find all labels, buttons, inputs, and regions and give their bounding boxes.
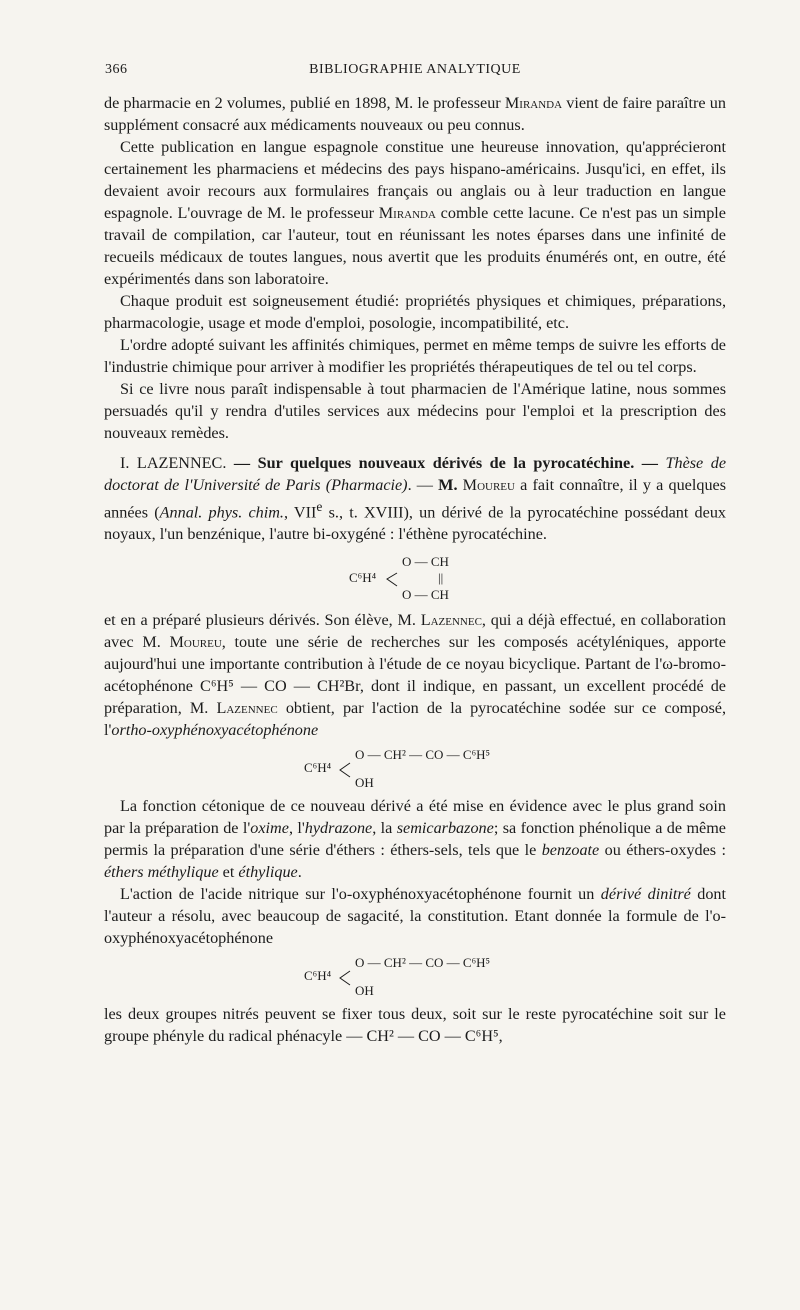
author-name: Moureu	[169, 633, 222, 652]
formula-brace	[340, 763, 350, 777]
author-name: Lazennec	[216, 699, 278, 718]
journal-ref: Annal. phys. chim.	[159, 503, 284, 522]
formula-left: C⁶H⁴	[304, 968, 332, 984]
formula-bond: ||	[438, 570, 444, 586]
entry-title: — Sur quelques nouveaux dérivés de la pyrocatéchine. —	[226, 454, 658, 472]
paragraph-5: Si ce livre nous paraît indispensable à tout pharmacien de l'Amérique latine, nous sommes persuadés qu'il y rendra d'utiles services aux médecins pour l'emploi et la prescription des nouveaux remèdes.	[104, 380, 726, 442]
formula-bottom: OH	[355, 983, 374, 999]
running-title: BIBLIOGRAPHIE ANALYTIQUE	[309, 62, 521, 77]
author-name: Lazennec	[420, 611, 482, 630]
paragraph-2: Cette publication en langue espagnole constitue une heureuse innovation, qu'apprécieront certainement les pharmaciens et médecins des pays hispano-américains. Jusqu'ici, en effet, ils devaient avoir recours aux formulaires français ou anglais ou à leur traduction en langue espagnole. L'ouvrage de M. le professeur Miranda comble cette lacune. Ce n'est pas un simple travail de compilation, car l'auteur, tout en réunissant les notes éparses dans une infinité de recueils médicaux de toutes langues, nous avertit que les produits énumérés ont, en outre, été expérimentés dans son laboratoire.	[104, 138, 726, 288]
article-body	[104, 92, 726, 1047]
formula-left: C⁶H⁴	[304, 760, 332, 776]
author-name: Moureu	[457, 476, 515, 494]
paragraph-4: L'ordre adopté suivant les affinités chimiques, permet en même temps de suivre les efforts de l'industrie chimique pour arriver à modifier les propriétés thérapeutiques de tel ou tel corps.	[104, 336, 726, 376]
page-number: 366	[105, 62, 128, 77]
author-name: Miranda	[504, 94, 563, 112]
paragraph-9: les deux groupes nitrés peuvent se fixer tous deux, soit sur le reste pyrocatéchine soit sur le groupe phényle du radical phénacyle — CH² — CO — C⁶H⁵,	[104, 1005, 726, 1046]
bibliographic-entry: I. LAZENNEC. — Sur quelques nouveaux dérivés de la pyrocatéchine. — Thèse de doctorat de l'Université de Paris (Pharmacie). — M. Moureu a fait connaître, il y a quelques années (Annal. phys. chim., VIIe s., t. XVIII), un dérivé de la pyrocatéchine possédant deux noyaux, l'un benzénique, l'autre bi-oxygéné : l'éthène pyrocatéchine.	[104, 454, 727, 544]
entry-thesis: Thèse de doctorat de l'Université de Paris	[104, 454, 727, 494]
formula-oxyphenoxyacetophenone	[104, 745, 726, 791]
formula-top: O — CH² — CO — C⁶H⁵	[355, 747, 491, 763]
paragraph-6: et en a préparé plusieurs dérivés. Son élève, M. Lazennec, qui a déjà effectué, en collaboration avec M. Moureu, toute une série de recherches sur les composés acétyléniques, apporte aujourd'hui une importante contribution à l'étude de ce noyau bicyclique. Partant de l'ω-bromo-acétophénone C⁶H⁵ — CO — CH²Br, dont il indique, en passant, un excellent procédé de préparation, M. Lazennec obtient, par l'action de la pyrocatéchine sodée sur ce composé, l'ortho-oxyphénoxyacétophénone	[104, 611, 726, 740]
paragraph-1: de pharmacie en 2 volumes, publié en 1898, M. le professeur Miranda vient de faire paraître un supplément consacré aux médicaments nouveaux ou peu connus.	[104, 94, 726, 134]
formula-left: C⁶H⁴	[349, 570, 377, 586]
formula-oxyphenoxyacetophenone-2	[104, 953, 726, 999]
paragraph-3: Chaque produit est soigneusement étudié: propriétés physiques et chimiques, préparations, pharmacologie, usage et mode d'emploi, posologie, incompatibilité, etc.	[104, 292, 726, 332]
formula-brace	[340, 971, 350, 985]
paragraph-7: La fonction cétonique de ce nouveau dérivé a été mise en évidence avec le plus grand soin par la préparation de l'oxime, l'hydrazone, la semicarbazone; sa fonction phénolique a de même permis la préparation d'une série d'éthers : éthers-sels, tels que le benzoate ou éthers-oxydes : éthers méthylique et éthylique.	[104, 797, 726, 882]
formula-bottom: O — CH	[402, 587, 449, 603]
formula-top: O — CH	[402, 554, 449, 570]
formula-top: O — CH² — CO — C⁶H⁵	[355, 955, 491, 971]
formula-ethene-pyrocatechine	[104, 549, 726, 605]
paragraph-8: L'action de l'acide nitrique sur l'o-oxyphénoxyacétophénone fournit un dérivé dinitré dont l'auteur a résolu, avec beaucoup de sagacité, la constitution. Etant donnée la formule de l'o-oxyphénoxyacétophénone	[104, 885, 727, 948]
formula-bottom: OH	[355, 775, 374, 791]
compound-name: ortho-oxyphénoxyacétophénone	[111, 721, 319, 740]
formula-brace	[387, 573, 397, 586]
entry-author: I. LAZENNEC.	[120, 454, 227, 472]
section-gap	[104, 444, 726, 452]
author-name: Miranda	[378, 204, 436, 222]
